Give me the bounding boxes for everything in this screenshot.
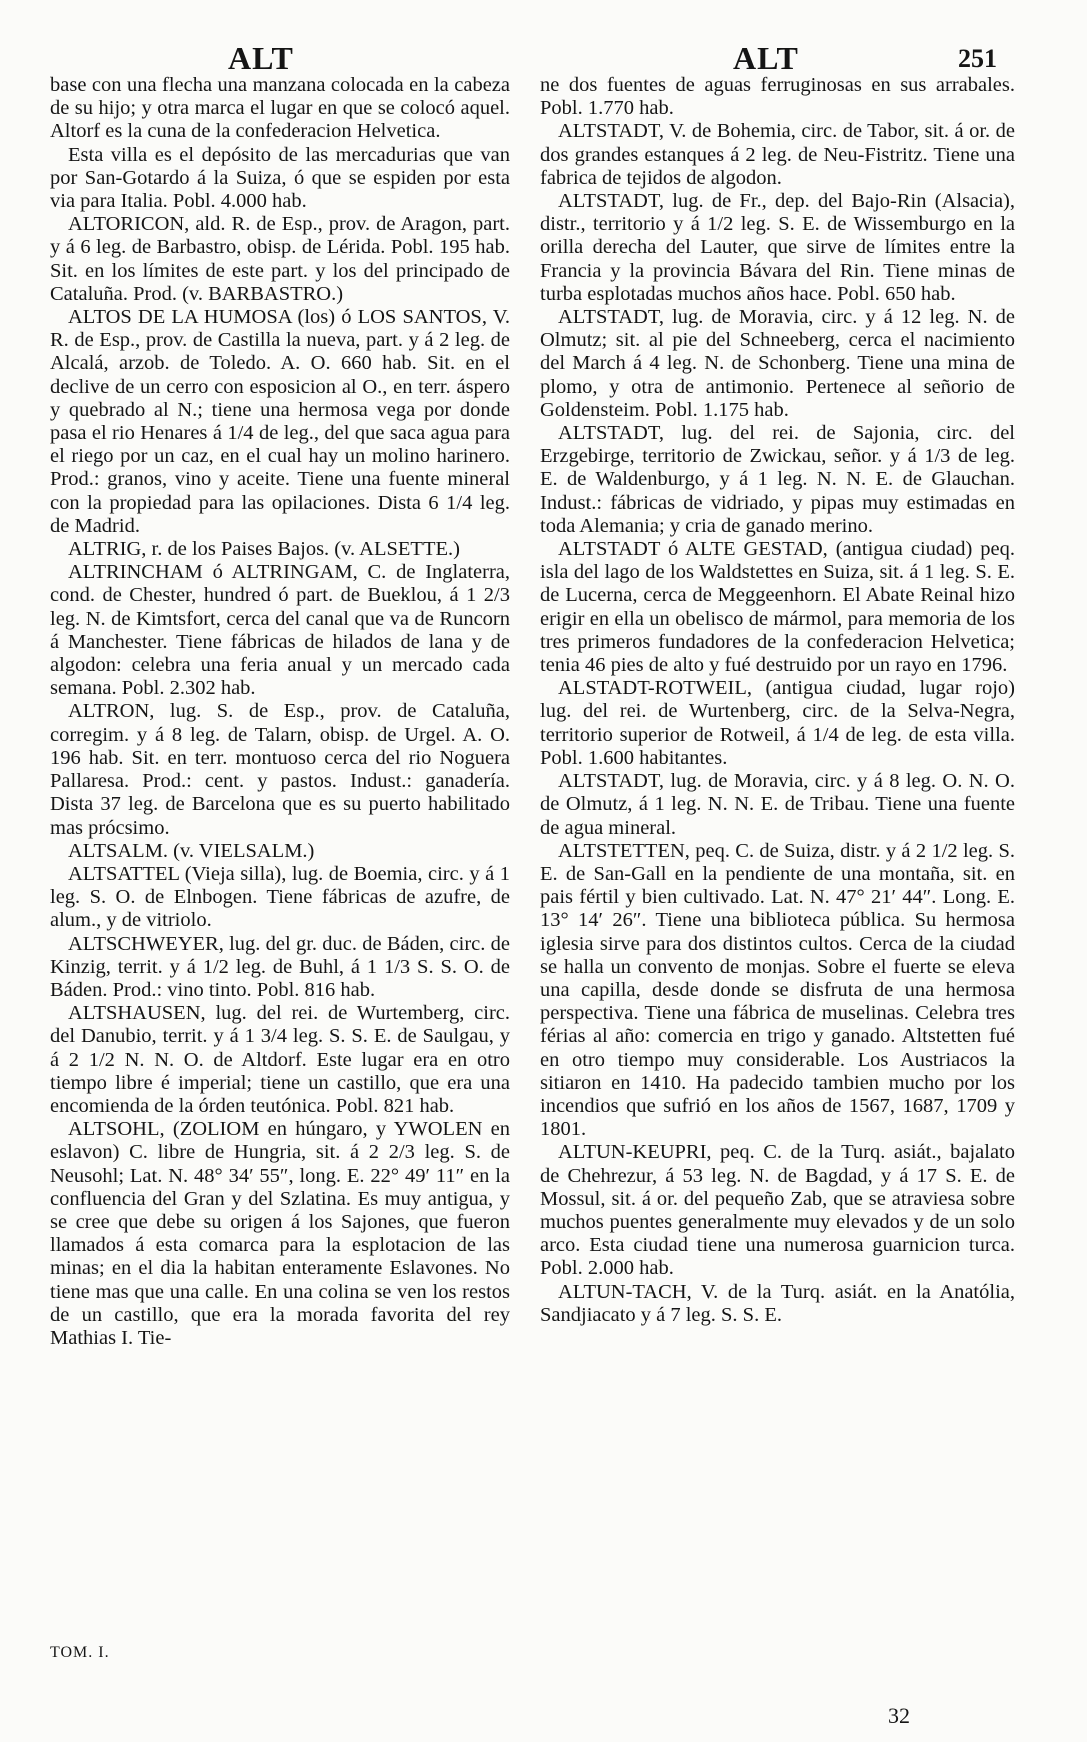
volume-mark: TOM. I. bbox=[50, 1644, 110, 1661]
entry-paragraph: ALTUN-TACH, V. de la Turq. asiát. en la Anatólia, Sandjiacato y á 7 leg. S. S. E. bbox=[540, 1280, 1015, 1326]
entry-paragraph: ALTSTADT, lug. del rei. de Sajonia, circ. del Erzgebirge, territorio de Zwickau, señor. y á 1/3 de leg. E. de Waldenburgo, y á 1 leg. N. N. E. de Glauchan. Indust.: fábricas de vidriado, y pipas muy estimadas en toda Alemania; y cria de ganado merino. bbox=[540, 422, 1015, 537]
entry-paragraph: ALTUN-KEUPRI, peq. C. de la Turq. asiát., bajalato de Chehrezur, á 53 leg. N. de Bagdad, y á 17 S. E. de Mossul, sit. á or. del pequeño Zab, que se atraviesa sobre muchos puentes generalmente muy elevados y de un solo arco. Esta ciudad tiene una numerosa guarnicion turca. Pobl. 2.000 hab. bbox=[540, 1141, 1015, 1280]
entry-paragraph: base con una flecha una manzana colocada en la cabeza de su hijo; y otra marca el lugar en que se colocó aquel. Altorf es la cuna de la confederacion Helvetica. bbox=[50, 74, 510, 143]
page-number: 251 bbox=[958, 44, 997, 73]
left-column bbox=[50, 74, 510, 1350]
entry-paragraph: ALTSTADT, lug. de Fr., dep. del Bajo-Rin (Alsacia), distr., territorio y á 1/2 leg. S. E. de Wissemburgo en la orilla derecha del Lauter, que sirve de límites entre la Francia y la provincia Bávara del Rin. Tiene minas de turba esplotadas muchos años hace. Pobl. 650 hab. bbox=[540, 190, 1015, 305]
entry-paragraph: ALTSOHL, (ZOLIOM en húngaro, y YWOLEN en eslavon) C. libre de Hungria, sit. á 2 2/3 leg. S. de Neusohl; Lat. N. 48° 34′ 55″, long. E. 22° 49′ 11″ en la confluencia del Gran y del Szlatina. Es muy antigua, y se cree que debe su origen á los Sajones, que fueron llamados á esta comarca para la esplotacion de las minas; en el dia la habitan enteramente Eslavones. No tiene mas que una calle. En una colina se ven los restos de un castillo, que era la morada favorita del rey Mathias I. Tie- bbox=[50, 1118, 510, 1349]
entry-paragraph: ALTRON, lug. S. de Esp., prov. de Cataluña, corregim. y á 8 leg. de Talarn, obisp. de Urgel. A. O. 196 hab. Sit. en terr. montuoso cerca del rio Noguera Pallaresa. Prod.: cent. y pastos. Indust.: ganadería. Dista 37 leg. de Barcelona que es su puerto habilitado mas prócsimo. bbox=[50, 700, 510, 839]
entry-paragraph: ALTRIG, r. de los Paises Bajos. (v. ALSETTE.) bbox=[68, 538, 460, 561]
entry-paragraph: ALTSTETTEN, peq. C. de Suiza, distr. y á 2 1/2 leg. S. E. de San-Gall en la pendiente de una montaña, sit. en pais fértil y bien cultivado. Lat. N. 47° 21′ 44″. Long. E. 13° 14′ 26″. Tiene una biblioteca pública. Su hermosa iglesia sirve para dos distintos cultos. Cerca de la ciudad se halla un convento de monjas. Sobre el fuerte se eleva una capilla, desde donde se disfruta de una hermosa perspectiva. Tiene una fábrica de muselinas. Celebra tres férias al año: comercia en trigo y ganado. Altstetten fué en otro tiempo muy considerable. Los Austriacos la sitiaron en 1410. Ha padecido tambien mucho por los incendios que sufrió en los años de 1567, 1687, 1709 y 1801. bbox=[540, 839, 1015, 1141]
entry-paragraph: ALTSTADT, lug. de Moravia, circ. y á 12 leg. N. de Olmutz; sit. al pie del Schneeberg, cerca el nacimiento del March á 4 leg. N. de Schonberg. Tiene una mina de plomo, y otra de antimonio. Pertenece al señorio de Goldensteim. Pobl. 1.175 hab. bbox=[540, 306, 1015, 421]
entry-paragraph: ALTSTADT, V. de Bohemia, circ. de Tabor, sit. á or. de dos grandes estanques á 2 leg. de Neu-Fistritz. Tiene una fabrica de tejidos de algodon. bbox=[540, 120, 1015, 189]
running-head-right: ALT bbox=[733, 40, 799, 76]
entry-paragraph: Esta villa es el depósito de las mercadurias que van por San-Gotardo á la Suiza, ó que se espiden por esta via para Italia. Pobl. 4.000 hab. bbox=[50, 143, 510, 213]
entry-paragraph: ALTSALM. (v. VIELSALM.) bbox=[68, 839, 315, 862]
entry-paragraph: ALTOS DE LA HUMOSA (los) ó LOS SANTOS, V. R. de Esp., prov. de Castilla la nueva, part. y á 2 leg. de Alcalá, arzob. de Toledo. A. O. 660 hab. Sit. en el declive de un cerro con esposicion al O., en terr. áspero y quebrado al N.; tiene una hermosa vega por donde pasa el rio Henares á 1/4 de leg., del que saca agua para el riego por un caz, en el cual hay un molino harinero. Prod.: granos, vino y aceite. Tiene una fuente mineral con la propiedad para las opilaciones. Dista 6 1/4 leg. de Madrid. bbox=[50, 306, 510, 537]
entry-paragraph: ALSTADT-ROTWEIL, (antigua ciudad, lugar rojo) lug. del rei. de Wurtenberg, circ. de la Selva-Negra, territorio superior de Rotweil, á 1/4 de leg. de esta villa. Pobl. 1.600 habitantes. bbox=[540, 677, 1015, 769]
entry-paragraph: ALTSTADT, lug. de Moravia, circ. y á 8 leg. O. N. O. de Olmutz, á 1 leg. N. N. E. de Tribau. Tiene una fuente de agua mineral. bbox=[540, 770, 1015, 839]
entry-paragraph: ALTSTADT ó ALTE GESTAD, (antigua ciudad) peq. isla del lago de los Waldstettes en Suiza, sit. á 1 leg. S. E. de Lucerna, cerca de Meggeenhorn. El Abate Reinal hizo erigir en ella un obelisco de mármol, para memoria de los tres primeros fundadores de la confederacion Helvetica; tenia 46 pies de alto y fué destruido por un rayo en 1796. bbox=[540, 538, 1015, 677]
entry-paragraph: ALTSHAUSEN, lug. del rei. de Wurtemberg, circ. del Danubio, territ. y á 1 3/4 leg. S. S. E. de Saulgau, y á 2 1/2 N. N. O. de Altdorf. Este lugar era en otro tiempo libre é imperial; tiene un castillo, que era una encomienda de la órden teutónica. Pobl. 821 hab. bbox=[50, 1002, 510, 1117]
right-column bbox=[540, 74, 1015, 1327]
entry-paragraph: ne dos fuentes de aguas ferruginosas en sus arrabales. Pobl. 1.770 hab. bbox=[540, 74, 1015, 120]
entry-paragraph: ALTRINCHAM ó ALTRINGAM, C. de Inglaterra, cond. de Chester, hundred ó part. de Bueklou, á 1 2/3 leg. N. de Kimtsfort, cerca del canal que va de Runcorn á Manchester. Tiene fábricas de hilados de lana y de algodon: celebra una feria anual y un mercado cada semana. Pobl. 2.302 hab. bbox=[50, 561, 510, 700]
signature-mark: 32 bbox=[888, 1703, 910, 1728]
entry-paragraph: ALTORICON, ald. R. de Esp., prov. de Aragon, part. y á 6 leg. de Barbastro, obisp. de Lérida. Pobl. 195 hab. Sit. en los límites de este part. y los del principado de Cataluña. Prod. (v. BARBASTRO.) bbox=[50, 213, 510, 305]
running-head-left: ALT bbox=[228, 40, 294, 76]
entry-paragraph: ALTSCHWEYER, lug. del gr. duc. de Báden, circ. de Kinzig, territ. y á 1/2 leg. de Buhl, á 1 1/3 S. S. O. de Báden. Prod.: vino tinto. Pobl. 816 hab. bbox=[50, 932, 510, 1001]
entry-paragraph: ALTSATTEL (Vieja silla), lug. de Boemia, circ. y á 1 leg. S. O. de Elnbogen. Tiene fábricas de azufre, de alum., y de vitriolo. bbox=[50, 862, 510, 932]
running-header bbox=[0, 0, 1087, 80]
